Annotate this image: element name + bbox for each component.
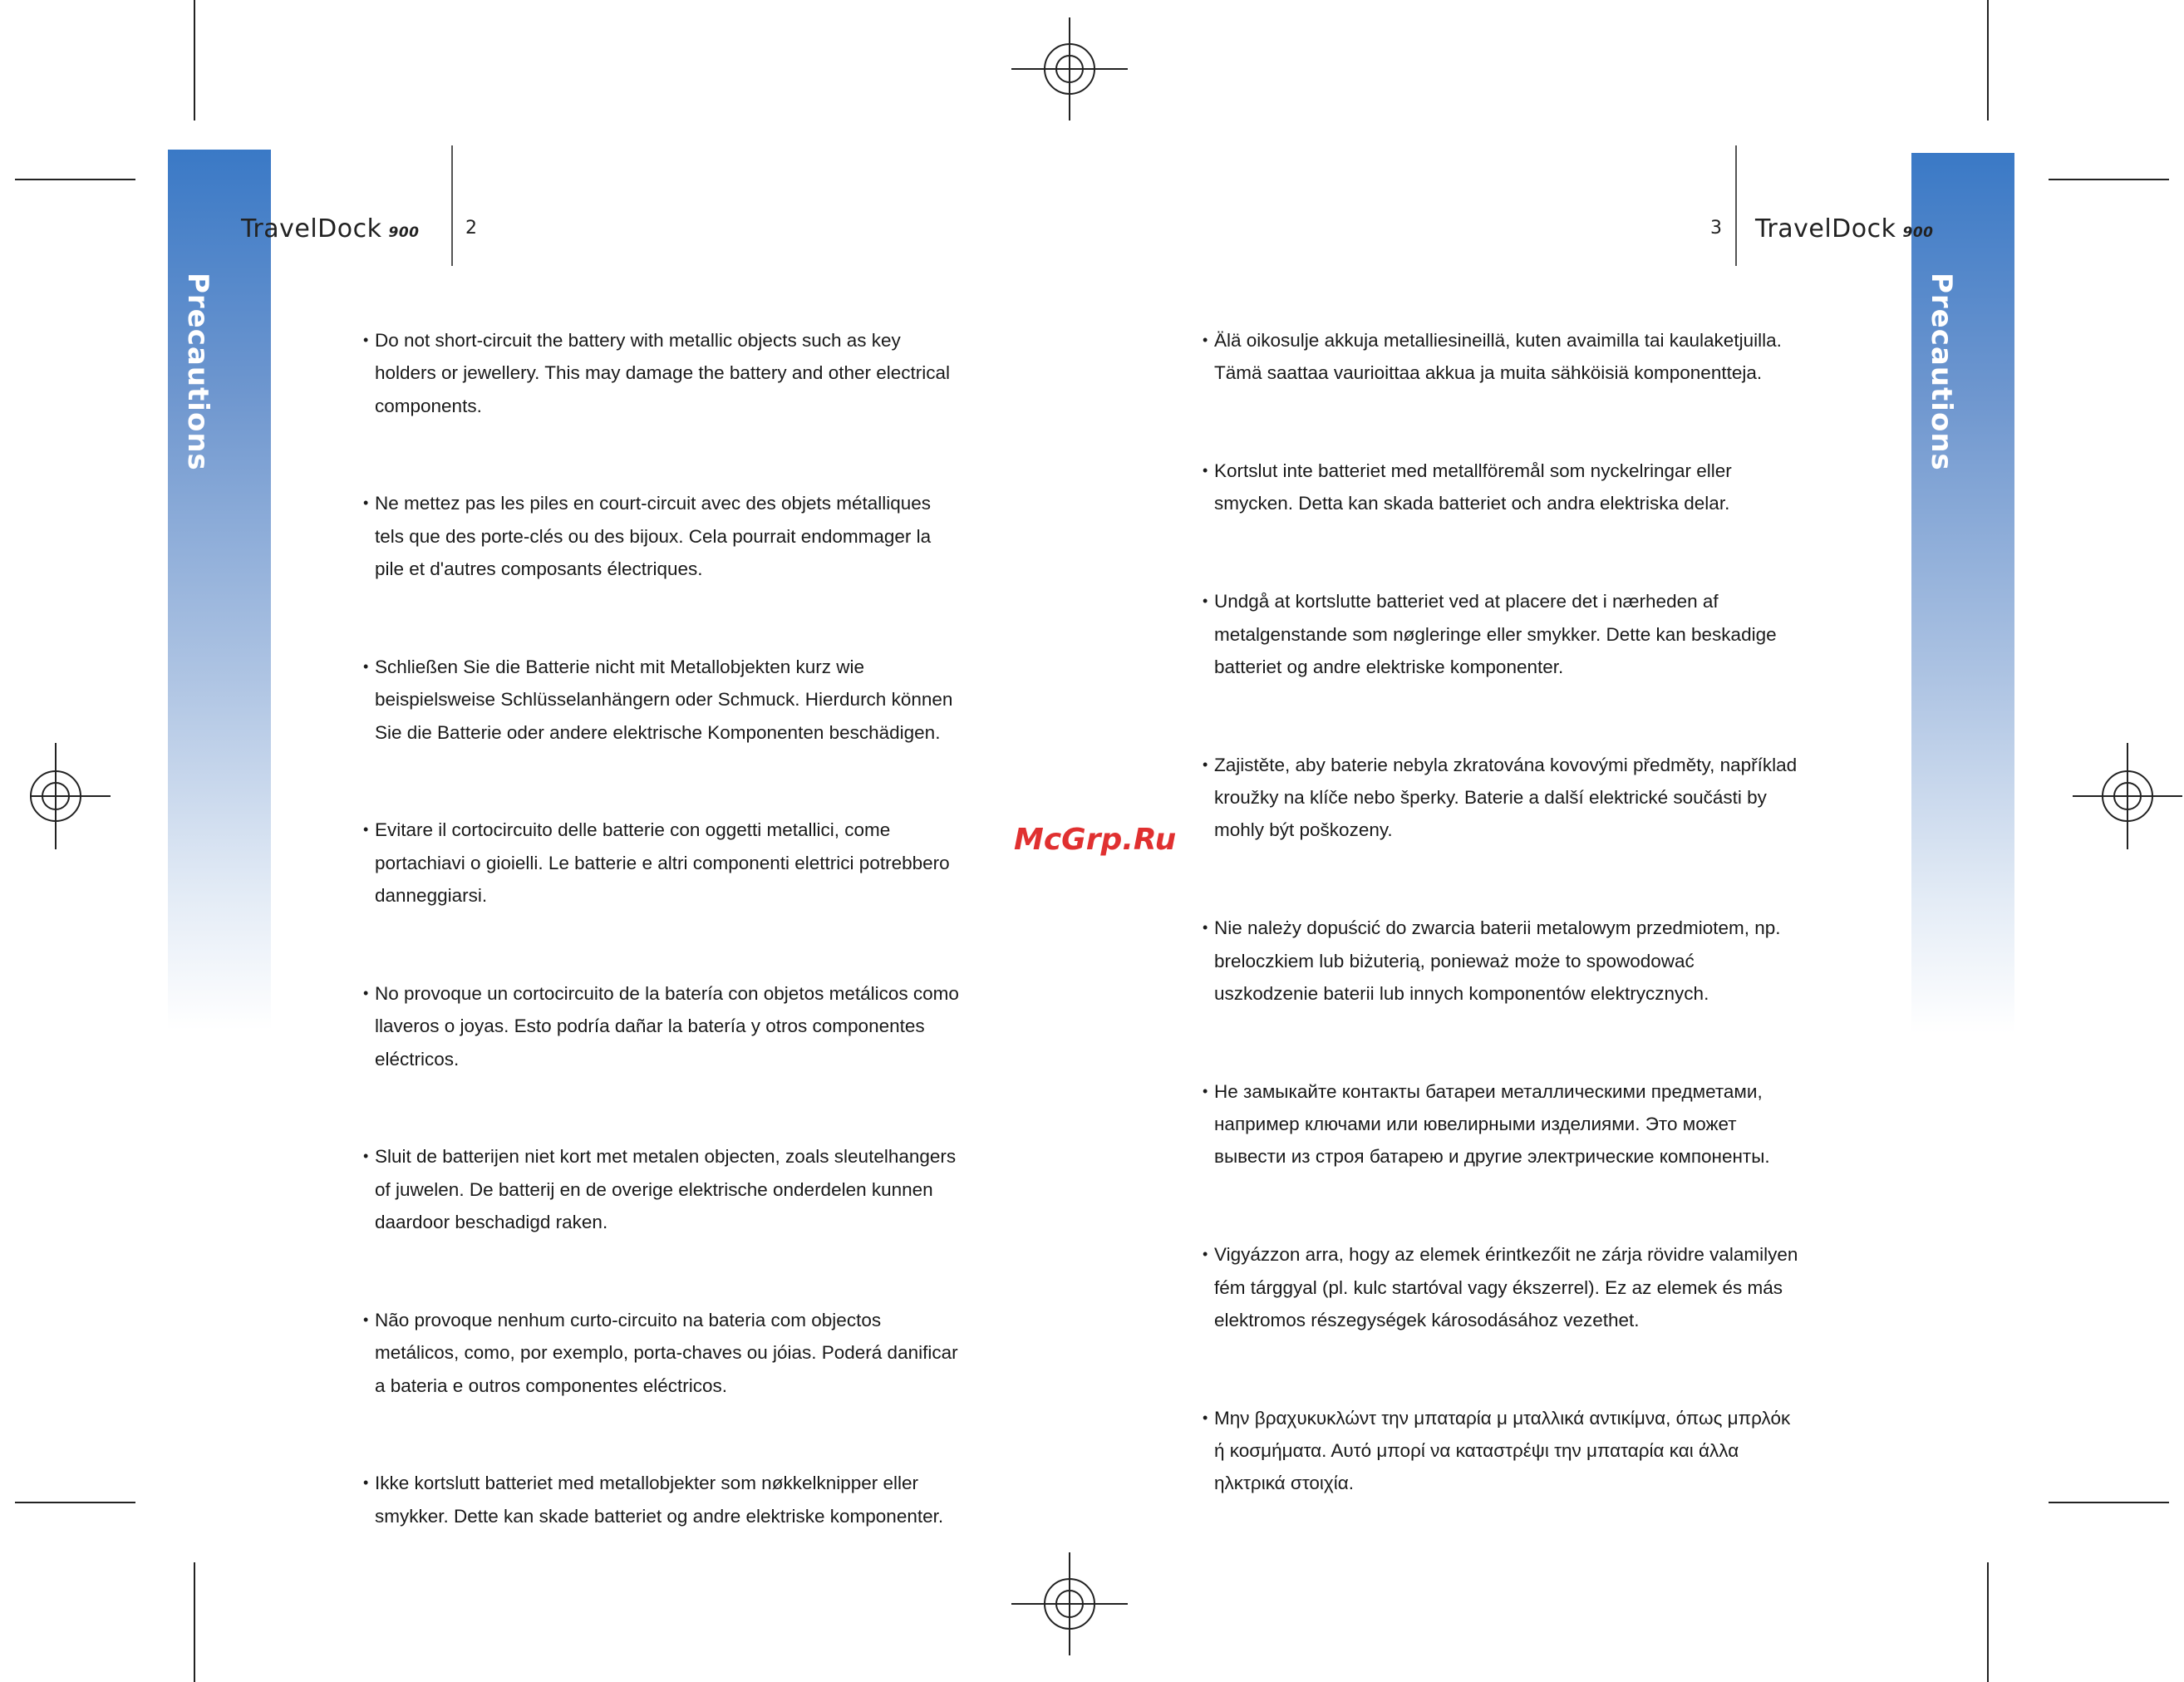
precaution-item: • Ikke kortslutt batteriet med metallobjekter som nøkkelknipper eller smykker. Dette kan skade batteriet og andre elektriske komponenter. [363,1467,962,1532]
precaution-item: • Μην βραχυκυκλώντ την μπαταρία μ μταλλικά αντικίμνα, όπως μπρλόκ ή κοσμήματα. Αυτό μπορί να καταστρέψι την μπαταρία και άλλα ηλκτρικά στοιχία. [1203,1402,1801,1500]
side-tab-left [168,150,271,1030]
crop-mark [15,179,135,180]
bullet-icon: • [1203,1409,1208,1426]
precaution-item: • Zajistěte, aby baterie nebyla zkratována kovovými předměty, například kroužky na klíče nebo šperky. Baterie a další elektrické součásti by mohly být poškozeny. [1203,749,1801,847]
bullet-icon: • [363,657,369,675]
bullet-icon: • [1203,919,1208,937]
precaution-item: • Não provoque nenhum curto-circuito na bateria com objectos metálicos, como, por exemplo, porta-chaves ou jóias. Poderá danificar a bateria e outros componentes eléctricos. [363,1304,962,1402]
registration-mark-left [0,738,114,854]
precaution-item: • Vigyázzon arra, hogy az elemek érintkezőit ne zárja rövidre valamilyen fém tárggyal (pl. kulc startóval vagy ékszerrel). Ez az elemek és más elektromos részegységek károsodásához vezethet. [1203,1238,1801,1336]
crop-mark [15,1502,135,1503]
bullet-icon: • [1203,1082,1208,1099]
page-number-right: 3 [1710,218,1722,239]
registration-mark-bottom [1011,1546,1128,1662]
precaution-item: • Nie należy dopuścić do zwarcia baterii metalowym przedmiotem, np. breloczkiem lub biżuterią, ponieważ może to spowodować uszkodzenie baterii lub innych komponentów elektrycznych. [1203,912,1801,1010]
precaution-item: • No provoque un cortocircuito de la batería con objetos metálicos como llaveros o joyas. Esto podría dañar la batería y otros componentes eléctricos. [363,977,962,1075]
crop-mark [2049,1502,2169,1503]
precaution-item: • Älä oikosulje akkuja metalliesineillä, kuten avaimilla tai kaulaketjuilla. Tämä saattaa vaurioittaa akkua ja muita sähköisiä komponentteja. [1203,324,1801,390]
crop-mark [2049,179,2169,180]
bullet-icon: • [363,821,369,839]
brand-logo-left [241,214,420,243]
right-column [1203,324,1801,1565]
precaution-item: • Evitare il cortocircuito delle batterie con oggetti metallici, come portachiavi o gioielli. Le batterie e altri componenti elettrici potrebbero danneggiarsi. [363,814,962,912]
bullet-icon: • [1203,332,1208,348]
precaution-item: • Ne mettez pas les piles en court-circuit avec des objets métalliques tels que des porte-clés ou des bijoux. Cela pourrait endommager la pile et d'autres composants électriques. [363,487,962,585]
bullet-icon: • [363,984,369,1001]
crop-mark [1987,0,1989,120]
precaution-item: • Undgå at kortslutte batteriet ved at placere det i nærheden af metalgenstande som nøgleringe eller smykker. Dette kan beskadige batteriet og andre elektriske komponenter. [1203,585,1801,683]
side-tab-label-right: Precautions [1925,273,1958,471]
bullet-icon: • [363,1474,369,1492]
bullet-icon: • [1203,755,1208,773]
brand-name: TravelDock [241,214,382,243]
bullet-icon: • [1203,593,1208,610]
crop-mark [194,0,195,120]
crop-mark [1987,1562,1989,1682]
header-divider-right [1735,145,1737,266]
bullet-icon: • [363,1311,369,1328]
side-tab-right [1911,153,2014,1034]
bullet-icon: • [1203,1246,1208,1263]
watermark: McGrp.Ru [1014,823,1177,857]
precaution-item: • Sluit de batterijen niet kort met metalen objecten, zoals sleutelhangers of juwelen. De batterij en de overige elektrische onderdelen kunnen daardoor beschadigd raken. [363,1140,962,1238]
registration-mark-top [1011,11,1128,127]
brand-model: 900 [1902,224,1934,241]
bullet-icon: • [363,1148,369,1165]
precaution-item: • Schließen Sie die Batterie nicht mit Metallobjekten kurz wie beispielsweise Schlüsselanhängern oder Schmuck. Hierdurch können Sie die Batterie oder andere elektrische Komponenten beschädigen. [363,651,962,749]
bullet-icon: • [363,332,369,348]
registration-mark-right [2069,738,2184,854]
crop-mark [194,1562,195,1682]
side-tab-label-left: Precautions [181,273,214,471]
left-column [363,324,962,1598]
brand-model: 900 [388,224,420,241]
precaution-item: • Не замыкайте контакты батареи металлическими предметами, например ключами или ювелирными изделиями. Это может вывести из строя батарею и другие электрические компоненты. [1203,1075,1801,1173]
precaution-item: • Do not short-circuit the battery with metallic objects such as key holders or jewellery. This may damage the battery and other electrical components. [363,324,962,422]
bullet-icon: • [1203,462,1208,480]
precaution-item: • Kortslut inte batteriet med metallföremål som nyckelringar eller smycken. Detta kan skada batteriet och andra elektriska delar. [1203,455,1801,520]
page-number-left: 2 [465,218,477,239]
bullet-icon: • [363,494,369,512]
brand-name: TravelDock [1755,214,1896,243]
brand-logo-right [1755,214,1934,243]
header-divider-left [451,145,453,266]
